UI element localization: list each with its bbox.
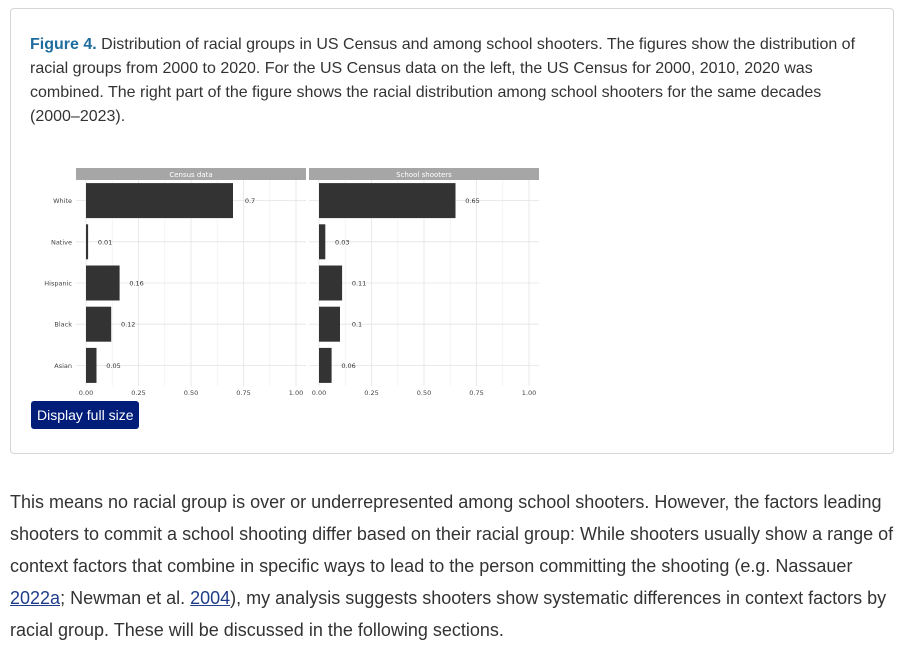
- data-label: 0.12: [120, 320, 136, 329]
- citation-link-newman[interactable]: 2004: [190, 588, 231, 608]
- bar: [319, 307, 340, 342]
- bar: [86, 266, 120, 301]
- x-tick-label: 1.00: [288, 389, 304, 397]
- x-tick-label: 0.50: [416, 389, 432, 397]
- facet-strip-label: School shooters: [396, 171, 452, 179]
- x-tick-label: 0.75: [469, 389, 484, 397]
- y-tick-label: Asian: [54, 361, 72, 370]
- bar: [319, 348, 332, 383]
- figure-caption: [30, 33, 865, 129]
- y-tick-label: Native: [50, 238, 72, 247]
- x-tick-label: 0.75: [236, 389, 251, 397]
- x-tick-label: 0.25: [131, 389, 146, 397]
- x-tick-label: 0.00: [311, 389, 327, 397]
- data-label: 0.7: [244, 197, 256, 206]
- body-text-part-1: This means no racial group is over or underrepresented among school shooters. However, the factors leading shooters to commit a school shooting differ based on their racial group: While shooters usually show a range of context factors that combine in specific ways to lead to the person committing the shooting (e.g. Nassauer: [10, 492, 894, 576]
- citation-link-nassauer[interactable]: 2022a: [10, 588, 61, 608]
- body-paragraph: [10, 486, 902, 646]
- x-tick-label: 0.50: [183, 389, 199, 397]
- bar: [86, 183, 233, 218]
- facet-strip-label: Census data: [169, 171, 213, 179]
- body-text-part-2: ; Newman et al.: [60, 588, 191, 608]
- bar: [86, 348, 97, 383]
- data-label: 0.11: [351, 279, 367, 288]
- y-tick-label: White: [53, 197, 72, 206]
- y-tick-label: Black: [54, 320, 72, 329]
- bar: [86, 307, 111, 342]
- data-label: 0.16: [129, 279, 144, 288]
- data-label: 0.05: [106, 361, 121, 370]
- bar: [319, 183, 456, 218]
- data-label: 0.01: [97, 238, 113, 247]
- figure-caption-text: Distribution of racial groups in US Census and among school shooters. The figures show the distribution of racial groups from 2000 to 2020. For the US Census data on the left, the US Census for 2000, 2010, 2020 was combined. The right part of the figure shows the racial distribution among school shooters for the same decades (2000–2023).: [30, 36, 856, 125]
- data-label: 0.65: [465, 197, 480, 206]
- facet-panel: [309, 168, 539, 397]
- facet-panel: [76, 168, 306, 397]
- display-full-size-button[interactable]: Display full size: [31, 401, 139, 429]
- x-tick-label: 1.00: [521, 389, 537, 397]
- bar: [86, 224, 88, 259]
- figure-label: Figure 4.: [30, 36, 97, 53]
- x-tick-label: 0.25: [364, 389, 379, 397]
- bar: [319, 266, 342, 301]
- data-label: 0.03: [335, 238, 350, 247]
- x-tick-label: 0.00: [78, 389, 94, 397]
- faceted-bar-chart: [30, 162, 550, 402]
- data-label: 0.1: [351, 320, 363, 329]
- bar: [319, 224, 325, 259]
- data-label: 0.06: [341, 361, 356, 370]
- body-text-part-3: ), my analysis suggests shooters show systematic differences in context factors by racial group. These will be discussed in the following sections.: [10, 588, 887, 640]
- y-tick-label: Hispanic: [44, 279, 72, 288]
